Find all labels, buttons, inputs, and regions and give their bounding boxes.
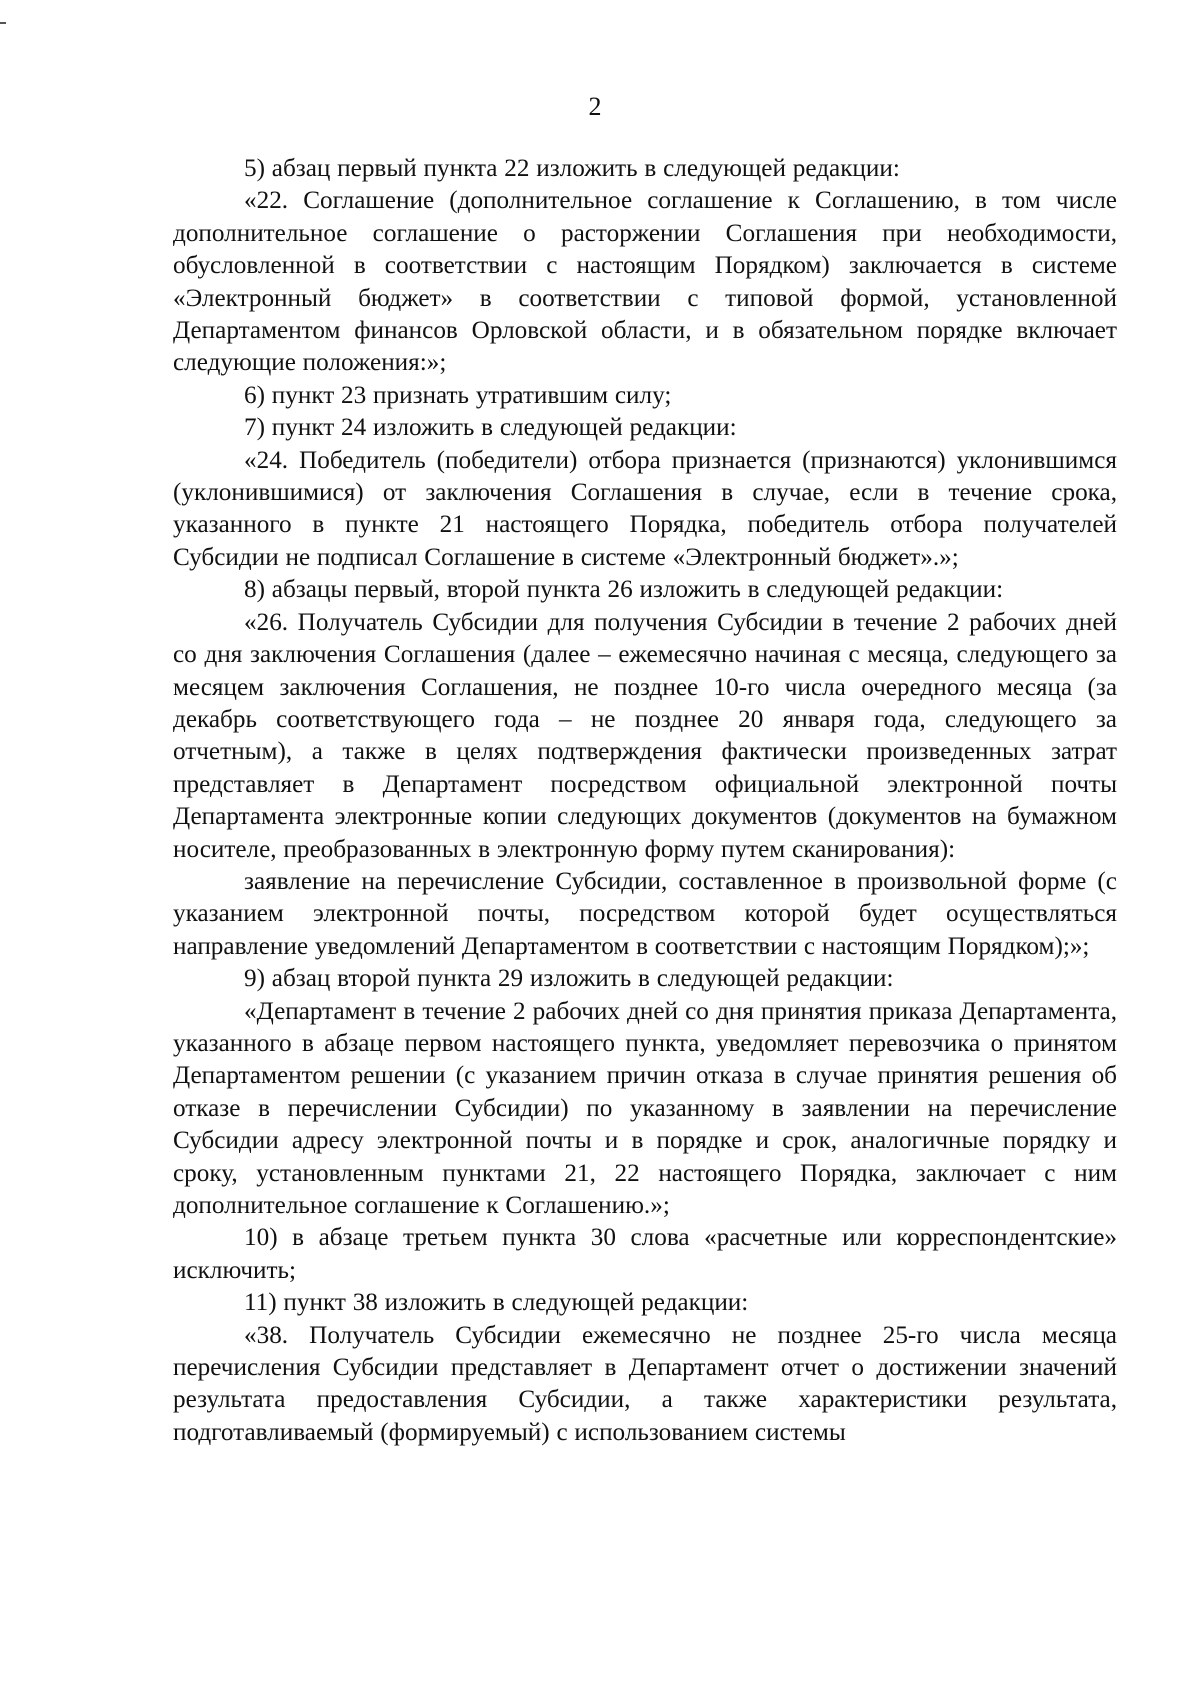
paragraph-item-8: 8) абзацы первый, второй пункта 26 изложить в следующей редакции: bbox=[244, 576, 1004, 604]
paragraph-item-6: 6) пункт 23 признать утратившим силу; bbox=[244, 381, 672, 409]
page-number: 2 bbox=[588, 92, 602, 121]
paragraph-item-5: 5) абзац первый пункта 22 изложить в следующей редакции: bbox=[244, 155, 900, 182]
paragraph-quote-29: «Департамент в течение 2 рабочих дней со дня принятия приказа Департамента, указанного в абзаце первом настоящего пункта, уведомляет перевозчика о принятом Департаментом решении (с указанием причин отказа в случае принятия решения об отказе в перечислении Субсидии) по указанному в заявлении на перечисление Субсидии адресу электронной почты и в порядке и срок, аналогичные порядку и сроку, установленным пунктами 21, 22 настоящего Порядка, заключает с ним дополнительное соглашение к Соглашению.»; bbox=[173, 997, 1117, 1219]
paragraph-item-9: 9) абзац второй пункта 29 изложить в следующей редакции: bbox=[244, 965, 894, 993]
paragraph-item-11: 11) пункт 38 изложить в следующей редакции: bbox=[244, 1289, 749, 1317]
paragraph-quote-26-application: заявление на перечисление Субсидии, составленное в произвольной форме (с указанием электронной почты, посредством которой будет осуществляться направление уведомлений Департаментом в соответствии с настоящим Порядком);»; bbox=[173, 867, 1117, 960]
paragraph-item-7: 7) пункт 24 изложить в следующей редакции: bbox=[244, 414, 737, 442]
paragraph-item-10: 10) в абзаце третьем пункта 30 слова «расчетные или корреспондентские» исключить; bbox=[173, 1224, 1117, 1284]
paragraph-quote-38: «38. Получатель Субсидии ежемесячно не позднее 25-го числа месяца перечисления Субсидии представляет в Департамент отчет о достижении значений результата предоставления Субсидии, а также характеристики результата, подготавливаемый (формируемый) с использованием системы bbox=[173, 1321, 1117, 1446]
scan-artifact bbox=[0, 22, 6, 24]
document-body bbox=[173, 153, 1117, 1449]
paragraph-quote-26: «26. Получатель Субсидии для получения Субсидии в течение 2 рабочих дней со дня заключения Соглашения (далее – ежемесячно начиная с месяца, следующего за месяцем заключения Соглашения, не позднее 10-го числа очередного месяца (за декабрь соответствующего года – не позднее 20 января года, следующего за отчетным), а также в целях подтверждения фактически произведенных затрат представляет в Департамент посредством официальной электронной почты Департамента электронные копии следующих документов (документов на бумажном носителе, преобразованных в электронную форму путем сканирования): bbox=[173, 608, 1117, 863]
paragraph-quote-24: «24. Победитель (победители) отбора признается (признаются) уклонившимся (уклонившимися) от заключения Соглашения в случае, если в течение срока, указанного в пункте 21 настоящего Порядка, победитель отбора получателей Субсидии не подписал Соглашение в системе «Электронный бюджет».»; bbox=[173, 446, 1117, 571]
paragraph-quote-22: «22. Соглашение (дополнительное соглашение к Соглашению, в том числе дополнительное соглашение о расторжении Соглашения при необходимости, обусловленной в соответствии с настоящим Порядком) заключается в системе «Электронный бюджет» в соответствии с типовой формой, установленной Департаментом финансов Орловской области, и в обязательном порядке включает следующие положения:»; bbox=[173, 187, 1117, 377]
